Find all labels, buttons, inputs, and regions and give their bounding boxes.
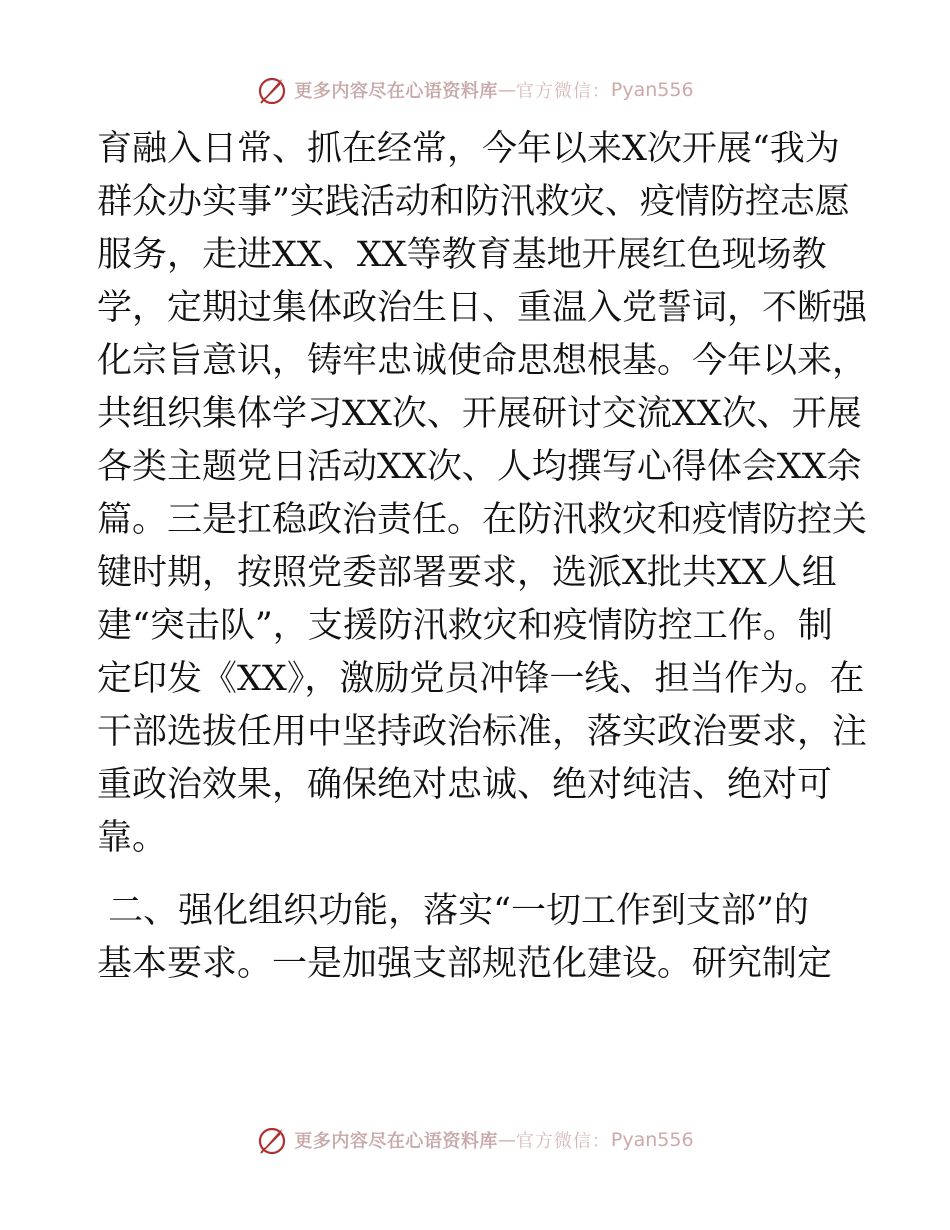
watermark-wechat-id: Pyan556 <box>610 79 694 101</box>
watermark-dash: — <box>497 1129 516 1151</box>
text-line: 共组织集体学习XX次、开展研讨交流XX次、开展 <box>97 394 862 434</box>
quill-pen-logo-icon <box>256 74 288 106</box>
quill-pen-logo-icon <box>256 1124 288 1156</box>
text-line: 靠。 <box>97 818 168 858</box>
header-watermark <box>0 70 950 110</box>
paragraph-2 <box>97 885 857 991</box>
watermark-wechat-id: Pyan556 <box>610 1129 694 1151</box>
document-body <box>97 123 868 991</box>
text-line: 化宗旨意识，铸牢忠诚使命思想根基。今年以来， <box>97 341 868 381</box>
text-line: 各类主题党日活动XX次、人均撰写心得体会XX余 <box>97 447 862 487</box>
watermark-wechat-label: 官方微信： <box>515 1131 611 1152</box>
watermark-brand: 更多内容尽在心语资料库 <box>294 81 498 102</box>
text-line: 重政治效果，确保绝对忠诚、绝对纯洁、绝对可 <box>97 765 833 805</box>
text-line: 服务，走进XX、XX等教育基地开展红色现场教 <box>97 235 827 275</box>
text-line: 定印发《XX》，激励党员冲锋一线、担当作为。在 <box>97 659 865 699</box>
watermark-brand: 更多内容尽在心语资料库 <box>294 1131 498 1152</box>
text-line: 建“突击队”，支援防汛救灾和疫情防控工作。制 <box>97 606 833 646</box>
text-line: 键时期，按照党委部署要求，选派X批共XX人组 <box>97 553 837 593</box>
text-line: 基本要求。一是加强支部规范化建设。研究制定 <box>97 944 833 984</box>
text-line: 篇。三是扛稳政治责任。在防汛救灾和疫情防控关 <box>97 500 868 540</box>
paragraph-gap <box>97 865 857 885</box>
text-line: 二、强化组织功能，落实“一切工作到支部”的 <box>97 891 809 931</box>
text-line: 群众办实事”实践活动和防汛救灾、疫情防控志愿 <box>97 182 850 222</box>
footer-watermark <box>0 1120 950 1160</box>
watermark-dash: — <box>497 79 516 101</box>
text-line: 育融入日常、抓在经常，今年以来X次开展“我为 <box>97 129 840 169</box>
paragraph-1 <box>97 123 868 865</box>
text-line: 学，定期过集体政治生日、重温入党誓词，不断强 <box>97 288 868 328</box>
text-line: 干部选拔任用中坚持政治标准，落实政治要求，注 <box>97 712 868 752</box>
watermark-wechat-label: 官方微信： <box>515 81 611 102</box>
